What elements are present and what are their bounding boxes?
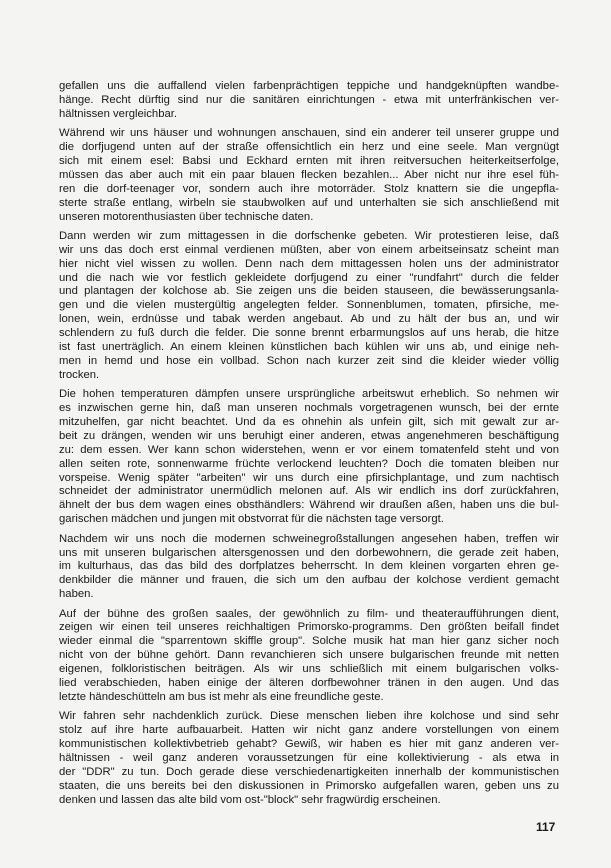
text-line: staaten, die uns bereits bei den diskussionen in Primorsko aufgefallen waren, geben uns zu: [59, 779, 559, 792]
text-line: die dorfjugend unten auf der straße offensichtlich ein herz und eine seele. Man vergnügt: [59, 141, 559, 154]
text-line: gefallen uns die auffallend vielen farbenprächtigen teppiche und handgeknüpften wandbe-: [59, 80, 559, 92]
paragraph: [59, 127, 559, 224]
text-line: hier nicht viel wissen zu wollen. Denn nach dem mittagessen holen uns der administrator: [59, 257, 559, 270]
text-line: Die hohen temperaturen dämpfen unsere ursprüngliche arbeitswut erheblich. So nehmen wir: [59, 388, 559, 401]
text-line: schlendern zu fuß durch die felder. Die sonne brennt erbarmungslos auf uns herab, die hitze: [59, 327, 559, 340]
text-line: haben.: [59, 588, 94, 601]
text-line: Auf der bühne des großen saales, der gewöhnlich zu film- und theateraufführungen dient,: [59, 607, 559, 620]
text-line: Nachdem wir uns noch die modernen schweinegroßstallungen angesehen haben, treffen wir: [59, 532, 559, 545]
paragraph: [59, 80, 559, 122]
text-line: denken und lassen das alte bild vom ost-"block" sehr fragwürdig erscheinen.: [59, 793, 441, 806]
paragraph: [59, 710, 559, 807]
text-line: wieder einmal die "sparrentown skiffle group". Solche musik hat man hier ganz sicher noch: [59, 635, 559, 648]
text-line: Wir fahren sehr nachdenklich zurück. Diese menschen lieben ihre kolchose und sind sehr: [59, 710, 559, 723]
text-line: wir uns das doch erst einmal verdienen müßten, aber von einem arbeitseinsatz scheint man: [59, 243, 559, 256]
text-line: letzte händeschütteln am bus ist mehr als eine freundliche geste.: [59, 690, 384, 703]
paragraph: [59, 608, 559, 705]
text-line: lied verabschieden, haben einige der älteren dorfbewohner tränen in den augen. Und das: [59, 677, 559, 690]
text-line: allen seiten rote, sonnenwarme früchte verlockend leuchten? Doch die tomaten bleiben nur: [59, 457, 559, 470]
text-line: zu: dem essen. Wer kann schon widerstehen, wenn er vor einem tomatenfeld steht und von: [59, 443, 559, 456]
text-line: gen und die vielen mustergültig angelegten felder. Sonnenblumen, tomaten, pfirsiche, me-: [59, 299, 559, 312]
text-line: eigenen, folkloristischen beiträgen. Als wir uns schließlich mit einem bulgarischen volks-: [59, 663, 559, 676]
text-line: und plantagen der kolchose ab. Sie zeigen uns die beiden stauseen, die bewässerungsanla-: [59, 285, 559, 298]
text-line: es inzwischen gerne hin, daß man unseren nochmals vorgetragenen wunsch, bei der ernte: [59, 402, 559, 415]
text-line: stolz auf ihre harte aufbauarbeit. Hatten wir nicht ganz andere vorstellungen von einem: [59, 724, 559, 737]
paragraph: [59, 230, 559, 383]
paragraph: [59, 388, 559, 527]
text-line: schneidet der administrator unermüdlich melonen auf. Als wir endlich ins dorf zurückfahren,: [59, 485, 559, 498]
text-line: und die nach wie vor festlich gekleidete dorfjugend zu einer "rundfahrt" durch die felder: [59, 271, 559, 284]
text-line: mitzuhelfen, gar nicht beachtet. Und da es ohnehin als unfein gilt, sich mit gewalt zur ar-: [59, 415, 559, 428]
text-line: uns mit unseren bulgarischen altersgenossen und den dorbewohnern, die gerade zeit haben,: [59, 546, 559, 559]
text-line: garischen mädchen und jungen mit obstvorrat für die nächsten tage versorgt.: [59, 513, 444, 526]
text-line: Während wir uns häuser und wohnungen anschauen, sind ein anderer teil unserer gruppe und: [59, 127, 559, 140]
text-line: kommunistischen kollektivbetrieb gehabt? Gewiß, wir haben es hier mit ganz anderen ver-: [59, 738, 559, 751]
text-line: unseren motorenthusiasten über technische daten.: [59, 210, 314, 223]
text-line: beit zu drängen, wenden wir uns beruhigt einer anderen, etwas angenehmeren beschäftigung: [59, 429, 559, 442]
text-line: sterte straße entlang, wirbeln sie staubwolken auf und unterhalten sie sich anschließend mit: [59, 196, 559, 209]
text-line: ähnelt der bus dem wagen eines obsthändlers: Während wir draußen aßen, haben uns die bul-: [59, 499, 559, 512]
text-line: im kulturhaus, das das bild des dorfplatzes beherrscht. In dem kleinen vorgarten ehren ge-: [59, 560, 559, 573]
text-line: hältnissen - weil ganz anderen voraussetzungen für eine kollektivierung - als etwa in: [59, 751, 559, 764]
text-line: trocken.: [59, 368, 100, 381]
text-line: ren die dorf-teenager vor, sondern auch ihre motorräder. Stolz knattern sie die ungepfla-: [59, 182, 559, 195]
text-line: lonen, wein, erdnüsse und tabak werden angebaut. Ab und zu hält der bus an, und wir: [59, 313, 559, 326]
text-line: hältnissen vergleichbar.: [59, 107, 178, 120]
paragraph: [59, 533, 559, 602]
text-line: hänge. Recht dürftig sind nur die sanitären einrichtungen - etwa mit unterfränkischen ver-: [59, 93, 559, 106]
text-line: sich mit einem esel: Babsi und Eckhard ernten mit ihren reitversuchen heiterkeitserfolge,: [59, 154, 559, 167]
text-line: denkbilder die männer und frauen, die sich um den aufbau der kolchose verdient gemacht: [59, 574, 559, 587]
text-line: Dann werden wir zum mittagessen in die dorfschenke gebeten. Wir protestieren leise, daß: [59, 229, 559, 242]
text-line: müssen das aber auch mit ein paar blauen flecken bezahlen... Aber nicht nur ihre esel füh-: [59, 168, 559, 181]
page-number: 117: [536, 820, 556, 834]
text-line: ist fast unerträglich. An einem kleinen künstlichen bach kühlen wir uns ab, und einige neh-: [59, 341, 559, 354]
text-line: zeigen wir einen teil unseres reichhaltigen Primorsko-programms. Den größten beifall findet: [59, 621, 559, 634]
text-line: men in hemd und hose ein vollbad. Schon nach kurzer zeit sind die kleider wieder völlig: [59, 354, 559, 367]
text-line: nicht von der bühne gehört. Dann revanchieren sich unsere bulgarischen freunde mit netten: [59, 649, 559, 662]
body-text: [59, 80, 559, 813]
text-line: der "DDR" zu tun. Doch gerade diese verschiedenartigkeiten innerhalb der kommunistischen: [59, 765, 559, 778]
text-line: vorspeise. Wenig später "arbeiten" wir uns durch eine pfirsichplantage, und zum nachtisch: [59, 471, 559, 484]
